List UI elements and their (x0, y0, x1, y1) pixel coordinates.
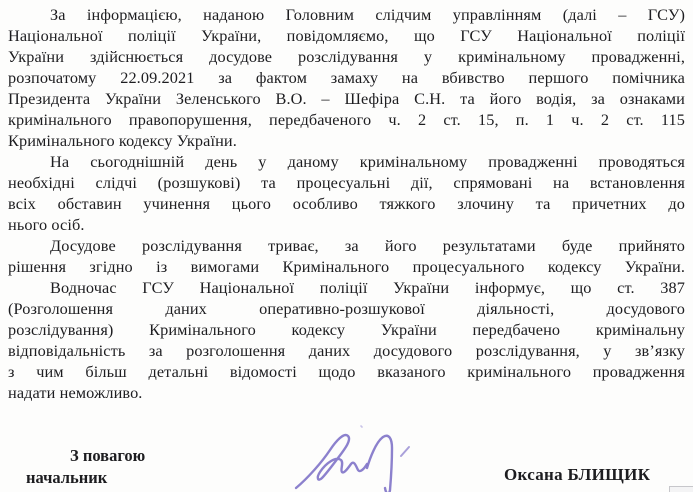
text-line: (Розголошення даних оперативно-розшукової діяльності, досудового (8, 299, 685, 318)
closing-regards: З повагою (70, 446, 146, 465)
paragraph (8, 4, 685, 151)
text-line: кримінального правопорушення, передбаченого ч. 2 ст. 15, п. 1 ч. 2 ст. 115 (8, 110, 685, 129)
text-line: Кримінального кодексу України. (8, 131, 237, 150)
text-line: розпочатому 22.09.2021 за фактом замаху на вбивство першого помічника (8, 68, 685, 87)
text-line: нього осіб. (8, 215, 85, 234)
text-line: з чим більш детальні відомості щодо вказаного кримінального провадження (8, 362, 685, 381)
text-line: Національної поліції України, повідомляємо, що ГСУ Національної поліції (8, 26, 685, 45)
text-line: рішення згідно із вимогами Кримінального процесуального кодексу України. (8, 257, 685, 276)
paragraph (8, 277, 685, 403)
closing-title: начальник (26, 468, 108, 487)
handwritten-signature-icon (278, 406, 428, 492)
text-line: України здійснюється досудове розслідування у кримінальному провадженні, (8, 47, 685, 66)
text-line: всіх обставин учинення цього особливо тяжкого злочину та причетних до (8, 194, 685, 213)
text-line: необхідні слідчі (розшукові) та процесуальні дії, спрямовані на встановлення (8, 173, 685, 192)
document-body (8, 4, 685, 403)
text-line: розслідування) Кримінального кодексу України передбачено кримінальну (8, 320, 685, 339)
text-line: Президента України Зеленського В.О. – Шефіра С.Н. та його водія, за ознаками (8, 89, 685, 108)
text-line: На сьогоднішній день у даному кримінальному провадженні проводяться (50, 152, 685, 171)
paragraph (8, 235, 685, 277)
text-line: За інформацією, наданою Головним слідчим управлінням (далі – ГСУ) (50, 5, 685, 24)
scan-artifact-box-corner (669, 486, 693, 492)
paragraph (8, 151, 685, 235)
signer-name: Оксана БЛИЩИК (504, 465, 651, 484)
text-line: відповідальність за розголошення даних досудового розслідування, у зв’язку (8, 341, 685, 360)
text-line: Водночас ГСУ Національної поліції України інформує, що ст. 387 (50, 278, 685, 297)
text-line: надати неможливо. (8, 383, 143, 402)
text-line: Досудове розслідування триває, за його результатами буде прийнято (50, 236, 685, 255)
